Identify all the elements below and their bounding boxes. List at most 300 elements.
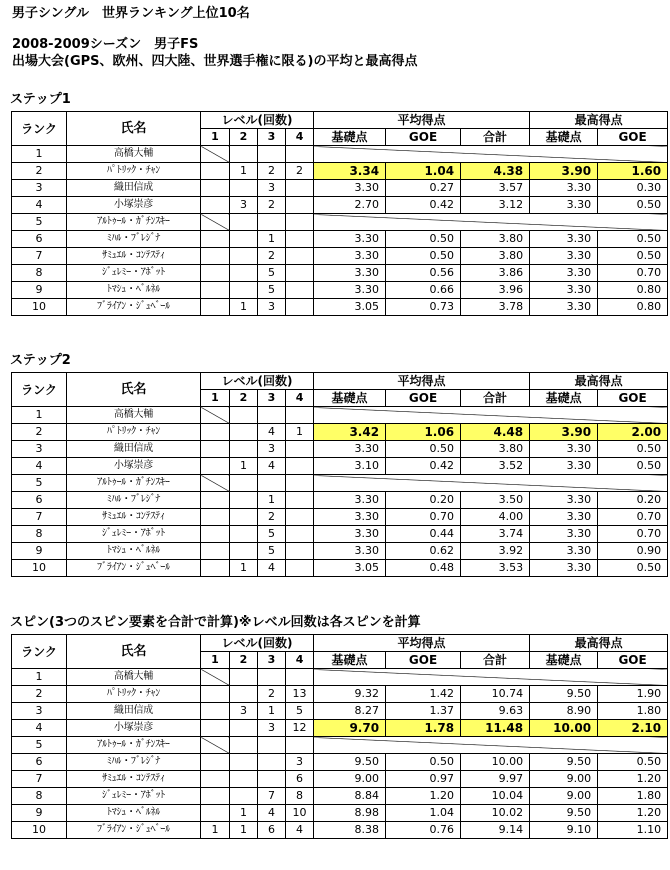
level-cell (286, 180, 314, 197)
avg-goe-cell: 1.20 (386, 788, 461, 805)
skater-name-cell: ｻﾐｭｴﾙ・ｺﾝﾃｽﾃｨ (67, 248, 201, 265)
avg-goe-cell: 1.78 (386, 720, 461, 737)
level-cell (230, 669, 258, 686)
avg-total-cell: 4.00 (461, 509, 530, 526)
avg-total-cell: 3.80 (461, 441, 530, 458)
level-cell (258, 407, 286, 424)
avg-total-header: 合計 (461, 129, 530, 146)
avg-goe-cell: 0.50 (386, 248, 461, 265)
max-goe-cell: 0.50 (598, 248, 668, 265)
level-cell: 4 (258, 560, 286, 577)
season-label: 2008-2009シーズン 男子FS (12, 37, 199, 52)
level-cell: 13 (286, 686, 314, 703)
scope-description: 出場大会(GPS、欧州、四大陸、世界選手権に限る)の平均と最高得点 (12, 54, 418, 69)
skater-name-cell: ｼﾞｪﾚﾐｰ・ｱﾎﾞｯﾄ (67, 788, 201, 805)
rank-cell: 9 (12, 543, 67, 560)
level-cell: 12 (286, 720, 314, 737)
level-cell (201, 458, 230, 475)
table-row (12, 737, 668, 754)
level-cell: 4 (286, 822, 314, 839)
max-goe-cell: 0.50 (598, 458, 668, 475)
avg-base-cell: 9.32 (314, 686, 386, 703)
rank-cell: 3 (12, 441, 67, 458)
level-cell (201, 526, 230, 543)
avg-goe-cell: 1.04 (386, 163, 461, 180)
level-cell (286, 492, 314, 509)
level-cell (230, 754, 258, 771)
level-cell-empty (201, 669, 230, 686)
level-cell (201, 299, 230, 316)
avg-total-cell: 10.04 (461, 788, 530, 805)
level-cell (286, 197, 314, 214)
level-header: レベル(回数) (201, 373, 314, 390)
max-base-cell: 3.30 (530, 492, 598, 509)
level-header: レベル(回数) (201, 635, 314, 652)
level-cell: 1 (230, 163, 258, 180)
avg-total-cell: 3.57 (461, 180, 530, 197)
avg-base-cell: 3.30 (314, 231, 386, 248)
level-cell (286, 560, 314, 577)
avg-base-cell: 3.30 (314, 282, 386, 299)
table-row (12, 424, 668, 441)
table-row (12, 475, 668, 492)
level-cell-empty (201, 146, 230, 163)
level-cell: 5 (258, 265, 286, 282)
avg-total-cell: 10.00 (461, 754, 530, 771)
max-base-cell: 3.30 (530, 248, 598, 265)
avg-total-cell: 3.50 (461, 492, 530, 509)
avg-goe-cell: 0.27 (386, 180, 461, 197)
level-cell (258, 737, 286, 754)
table-row (12, 458, 668, 475)
page-title: 男子シングル 世界ランキング上位10名 (12, 6, 250, 21)
skater-name-cell: ﾄﾏｼｭ・ﾍﾞﾙﾈﾙ (67, 282, 201, 299)
skater-name-cell: 織田信成 (67, 180, 201, 197)
max-goe-cell: 2.10 (598, 720, 668, 737)
level-cell (201, 492, 230, 509)
skater-name-cell: ｱﾙﾄｩｰﾙ・ｶﾞﾁﾝｽｷｰ (67, 737, 201, 754)
table-row (12, 146, 668, 163)
average-score-header: 平均得点 (314, 112, 530, 129)
avg-goe-header: GOE (386, 652, 461, 669)
level-cell: 1 (230, 822, 258, 839)
level-cell: 5 (286, 703, 314, 720)
avg-base-cell: 8.84 (314, 788, 386, 805)
max-goe-header: GOE (598, 652, 668, 669)
rank-cell: 7 (12, 509, 67, 526)
max-goe-cell: 1.20 (598, 805, 668, 822)
max-goe-header: GOE (598, 129, 668, 146)
table-row (12, 703, 668, 720)
avg-goe-cell: 0.66 (386, 282, 461, 299)
avg-base-cell: 3.34 (314, 163, 386, 180)
score-table (11, 111, 668, 316)
level-1-header: 1 (201, 129, 230, 146)
avg-total-cell: 9.63 (461, 703, 530, 720)
rank-cell: 2 (12, 163, 67, 180)
level-cell (201, 282, 230, 299)
max-base-cell: 3.30 (530, 526, 598, 543)
level-cell: 5 (258, 282, 286, 299)
level-cell (230, 214, 258, 231)
level-1-header: 1 (201, 652, 230, 669)
max-score-header: 最高得点 (530, 635, 668, 652)
level-cell (286, 282, 314, 299)
avg-base-cell: 8.38 (314, 822, 386, 839)
max-goe-cell: 0.50 (598, 197, 668, 214)
max-base-cell: 9.50 (530, 686, 598, 703)
rank-cell: 8 (12, 526, 67, 543)
rank-cell: 3 (12, 703, 67, 720)
avg-total-cell: 11.48 (461, 720, 530, 737)
max-base-cell: 9.50 (530, 805, 598, 822)
section-title: ステップ2 (10, 353, 71, 368)
max-base-cell: 3.30 (530, 509, 598, 526)
rank-header: ランク (12, 112, 67, 146)
max-goe-cell: 0.50 (598, 560, 668, 577)
table-row (12, 788, 668, 805)
skater-name-cell: 小塚崇彦 (67, 197, 201, 214)
table-row (12, 560, 668, 577)
avg-total-cell: 9.14 (461, 822, 530, 839)
level-cell: 3 (286, 754, 314, 771)
level-cell (201, 248, 230, 265)
skater-name-cell: ﾄﾏｼｭ・ﾍﾞﾙﾈﾙ (67, 805, 201, 822)
level-cell (230, 720, 258, 737)
avg-total-cell: 3.86 (461, 265, 530, 282)
avg-base-header: 基礎点 (314, 129, 386, 146)
rank-cell: 10 (12, 822, 67, 839)
rank-cell: 1 (12, 669, 67, 686)
table-row (12, 407, 668, 424)
level-3-header: 3 (258, 390, 286, 407)
level-cell (201, 509, 230, 526)
skater-name-cell: ｼﾞｪﾚﾐｰ・ｱﾎﾞｯﾄ (67, 265, 201, 282)
table-row (12, 543, 668, 560)
max-base-cell: 3.30 (530, 560, 598, 577)
level-cell (286, 669, 314, 686)
avg-base-cell: 3.30 (314, 441, 386, 458)
scores-empty-cell (314, 214, 668, 231)
level-cell (286, 146, 314, 163)
avg-total-cell: 10.02 (461, 805, 530, 822)
skater-name-cell: 小塚崇彦 (67, 720, 201, 737)
level-cell (286, 526, 314, 543)
level-4-header: 4 (286, 390, 314, 407)
avg-goe-cell: 1.42 (386, 686, 461, 703)
level-cell-empty (201, 737, 230, 754)
level-cell (201, 560, 230, 577)
max-goe-cell: 1.80 (598, 703, 668, 720)
level-cell (201, 771, 230, 788)
avg-goe-cell: 0.97 (386, 771, 461, 788)
table-row (12, 441, 668, 458)
rank-cell: 2 (12, 424, 67, 441)
rank-header: ランク (12, 373, 67, 407)
avg-total-header: 合計 (461, 390, 530, 407)
level-cell: 1 (286, 424, 314, 441)
rank-cell: 6 (12, 231, 67, 248)
header-row (12, 635, 668, 652)
skater-name-cell: ﾐﾊﾙ・ﾌﾞﾚｼﾞﾅ (67, 754, 201, 771)
max-goe-cell: 0.70 (598, 509, 668, 526)
level-cell (230, 475, 258, 492)
skater-name-cell: ﾌﾞﾗｲｱﾝ・ｼﾞｭﾍﾞｰﾙ (67, 299, 201, 316)
avg-goe-cell: 0.76 (386, 822, 461, 839)
avg-goe-cell: 0.62 (386, 543, 461, 560)
table-row (12, 754, 668, 771)
avg-base-cell: 8.98 (314, 805, 386, 822)
skater-name-cell: 高橋大輔 (67, 146, 201, 163)
rank-cell: 8 (12, 788, 67, 805)
level-cell (201, 686, 230, 703)
level-cell (230, 248, 258, 265)
avg-total-cell: 3.80 (461, 231, 530, 248)
avg-total-cell: 3.96 (461, 282, 530, 299)
avg-total-header: 合計 (461, 652, 530, 669)
level-cell (258, 475, 286, 492)
level-cell-empty (201, 407, 230, 424)
level-cell (201, 163, 230, 180)
level-cell: 4 (258, 458, 286, 475)
level-cell: 3 (230, 703, 258, 720)
max-goe-cell: 1.60 (598, 163, 668, 180)
level-cell: 6 (286, 771, 314, 788)
rank-header: ランク (12, 635, 67, 669)
rank-cell: 6 (12, 754, 67, 771)
level-cell (230, 231, 258, 248)
avg-base-cell: 3.10 (314, 458, 386, 475)
avg-base-cell: 3.42 (314, 424, 386, 441)
avg-total-cell: 3.12 (461, 197, 530, 214)
level-cell: 5 (258, 543, 286, 560)
max-base-cell: 3.90 (530, 424, 598, 441)
level-cell: 3 (258, 720, 286, 737)
level-cell: 8 (286, 788, 314, 805)
max-base-cell: 3.30 (530, 441, 598, 458)
rank-cell: 2 (12, 686, 67, 703)
avg-base-cell: 8.27 (314, 703, 386, 720)
scores-empty-cell (314, 737, 668, 754)
max-base-cell: 3.30 (530, 197, 598, 214)
skater-name-cell: 高橋大輔 (67, 407, 201, 424)
avg-base-cell: 3.30 (314, 248, 386, 265)
level-cell (230, 424, 258, 441)
max-goe-cell: 0.90 (598, 543, 668, 560)
level-cell (201, 197, 230, 214)
level-cell: 4 (258, 424, 286, 441)
level-cell-empty (201, 214, 230, 231)
avg-goe-cell: 0.44 (386, 526, 461, 543)
table-row (12, 669, 668, 686)
level-cell: 3 (258, 441, 286, 458)
level-cell (201, 788, 230, 805)
avg-base-header: 基礎点 (314, 652, 386, 669)
level-3-header: 3 (258, 652, 286, 669)
avg-goe-cell: 1.37 (386, 703, 461, 720)
section-title: ステップ1 (10, 92, 71, 107)
scores-empty-cell (314, 669, 668, 686)
max-goe-cell: 1.80 (598, 788, 668, 805)
level-cell (201, 180, 230, 197)
max-score-header: 最高得点 (530, 112, 668, 129)
level-cell (286, 543, 314, 560)
avg-total-cell: 4.38 (461, 163, 530, 180)
skater-name-cell: ﾄﾏｼｭ・ﾍﾞﾙﾈﾙ (67, 543, 201, 560)
rank-cell: 5 (12, 214, 67, 231)
level-cell: 10 (286, 805, 314, 822)
rank-cell: 1 (12, 146, 67, 163)
level-cell: 5 (258, 526, 286, 543)
max-base-cell: 3.30 (530, 543, 598, 560)
table-row (12, 509, 668, 526)
level-cell (286, 475, 314, 492)
table-row (12, 214, 668, 231)
table-row (12, 197, 668, 214)
level-2-header: 2 (230, 390, 258, 407)
level-cell (230, 441, 258, 458)
skater-name-cell: 小塚崇彦 (67, 458, 201, 475)
avg-goe-cell: 0.42 (386, 458, 461, 475)
level-cell: 3 (258, 299, 286, 316)
max-base-cell: 3.30 (530, 282, 598, 299)
level-cell: 3 (258, 180, 286, 197)
level-cell (201, 720, 230, 737)
level-cell: 2 (258, 197, 286, 214)
level-cell (230, 180, 258, 197)
skater-name-cell: ｱﾙﾄｩｰﾙ・ｶﾞﾁﾝｽｷｰ (67, 214, 201, 231)
table-row (12, 180, 668, 197)
level-cell: 2 (258, 509, 286, 526)
rank-cell: 4 (12, 458, 67, 475)
level-cell (286, 458, 314, 475)
level-cell (201, 754, 230, 771)
level-cell (286, 441, 314, 458)
skater-name-cell: ｻﾐｭｴﾙ・ｺﾝﾃｽﾃｨ (67, 771, 201, 788)
skater-name-cell: ｻﾐｭｴﾙ・ｺﾝﾃｽﾃｨ (67, 509, 201, 526)
skater-name-cell: 高橋大輔 (67, 669, 201, 686)
level-cell (201, 703, 230, 720)
avg-goe-cell: 1.04 (386, 805, 461, 822)
level-cell (230, 526, 258, 543)
skater-name-cell: ﾊﾟﾄﾘｯｸ・ﾁｬﾝ (67, 686, 201, 703)
max-goe-cell: 1.10 (598, 822, 668, 839)
level-cell (201, 543, 230, 560)
rank-cell: 7 (12, 248, 67, 265)
level-cell (286, 299, 314, 316)
max-goe-cell: 0.70 (598, 526, 668, 543)
level-cell: 6 (258, 822, 286, 839)
avg-base-cell: 3.30 (314, 509, 386, 526)
rank-cell: 5 (12, 475, 67, 492)
table-row (12, 231, 668, 248)
max-goe-cell: 0.80 (598, 299, 668, 316)
skater-name-cell: ﾌﾞﾗｲｱﾝ・ｼﾞｭﾍﾞｰﾙ (67, 560, 201, 577)
level-cell: 1 (201, 822, 230, 839)
level-cell (286, 509, 314, 526)
rank-cell: 6 (12, 492, 67, 509)
level-cell (286, 248, 314, 265)
max-base-cell: 9.00 (530, 771, 598, 788)
level-cell: 1 (230, 299, 258, 316)
level-cell (201, 424, 230, 441)
max-goe-cell: 1.20 (598, 771, 668, 788)
avg-base-cell: 3.30 (314, 526, 386, 543)
level-cell (230, 146, 258, 163)
header-row (12, 112, 668, 129)
avg-total-cell: 9.97 (461, 771, 530, 788)
level-cell (286, 737, 314, 754)
avg-base-cell: 3.30 (314, 180, 386, 197)
skater-name-cell: 織田信成 (67, 441, 201, 458)
level-cell (201, 265, 230, 282)
max-base-cell: 3.30 (530, 180, 598, 197)
avg-base-cell: 9.00 (314, 771, 386, 788)
rank-cell: 1 (12, 407, 67, 424)
level-cell (258, 146, 286, 163)
scores-empty-cell (314, 475, 668, 492)
avg-goe-cell: 0.48 (386, 560, 461, 577)
level-cell (201, 231, 230, 248)
max-base-cell: 8.90 (530, 703, 598, 720)
level-cell: 1 (258, 703, 286, 720)
table-row (12, 248, 668, 265)
table-row (12, 805, 668, 822)
level-4-header: 4 (286, 129, 314, 146)
level-1-header: 1 (201, 390, 230, 407)
max-goe-cell: 0.50 (598, 441, 668, 458)
level-cell (230, 282, 258, 299)
level-cell: 1 (230, 458, 258, 475)
max-goe-header: GOE (598, 390, 668, 407)
level-cell-empty (201, 475, 230, 492)
table-row (12, 265, 668, 282)
table-row (12, 299, 668, 316)
table-row (12, 720, 668, 737)
max-base-cell: 10.00 (530, 720, 598, 737)
score-table (11, 372, 668, 577)
level-cell (286, 231, 314, 248)
avg-base-header: 基礎点 (314, 390, 386, 407)
avg-total-cell: 10.74 (461, 686, 530, 703)
name-header: 氏名 (67, 373, 201, 407)
max-goe-cell: 0.70 (598, 265, 668, 282)
level-cell (230, 265, 258, 282)
level-header: レベル(回数) (201, 112, 314, 129)
rank-cell: 8 (12, 265, 67, 282)
max-goe-cell: 0.30 (598, 180, 668, 197)
level-cell: 2 (286, 163, 314, 180)
avg-base-cell: 3.30 (314, 492, 386, 509)
level-cell: 2 (258, 686, 286, 703)
level-cell: 1 (230, 560, 258, 577)
avg-base-cell: 9.50 (314, 754, 386, 771)
skater-name-cell: ﾊﾟﾄﾘｯｸ・ﾁｬﾝ (67, 424, 201, 441)
max-goe-cell: 2.00 (598, 424, 668, 441)
level-cell (258, 754, 286, 771)
avg-goe-cell: 0.73 (386, 299, 461, 316)
level-cell: 2 (258, 248, 286, 265)
avg-goe-header: GOE (386, 129, 461, 146)
rank-cell: 7 (12, 771, 67, 788)
rank-cell: 3 (12, 180, 67, 197)
max-base-cell: 3.30 (530, 231, 598, 248)
avg-goe-cell: 0.50 (386, 231, 461, 248)
table-row (12, 492, 668, 509)
level-2-header: 2 (230, 129, 258, 146)
skater-name-cell: ﾐﾊﾙ・ﾌﾞﾚｼﾞﾅ (67, 492, 201, 509)
section-title: スピン(3つのスピン要素を合計で計算)※レベル回数は各スピンを計算 (10, 615, 421, 630)
